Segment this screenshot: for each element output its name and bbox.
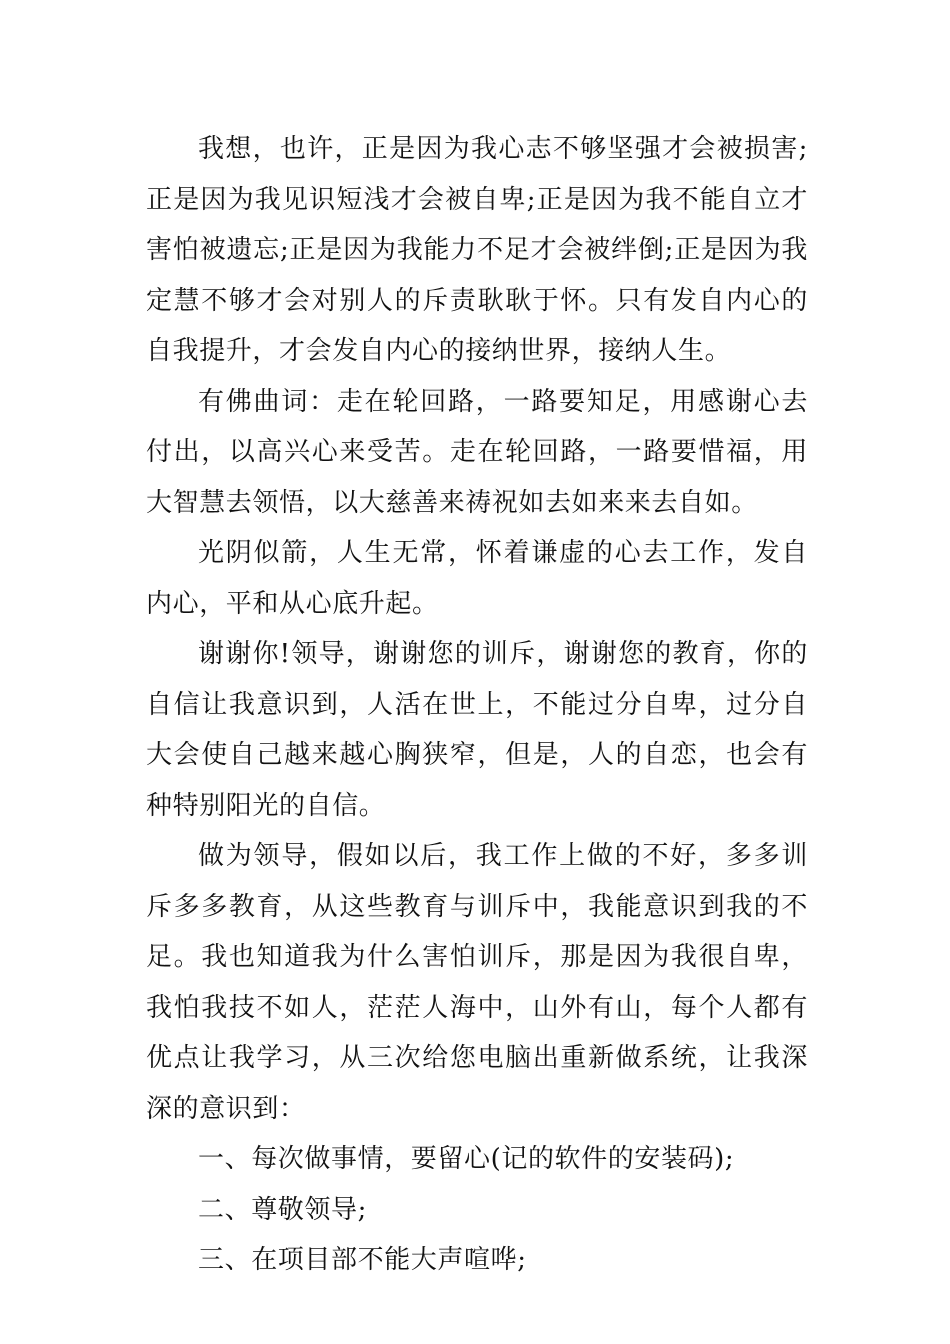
- document-body: [146, 124, 808, 1286]
- paragraph: 有佛曲词：走在轮回路，一路要知足，用感谢心去付出，以高兴心来受苦。走在轮回路，一路要惜福，用大智慧去领悟，以大慈善来祷祝如去如来来去自如。: [146, 386, 808, 518]
- paragraph: 我想，也许，正是因为我心志不够坚强才会被损害;正是因为我见识短浅才会被自卑;正是因为我不能自立才害怕被遗忘;正是因为我能力不足才会被绊倒;正是因为我定慧不够才会对别人的斥责耿耿于怀。只有发自内心的自我提升，才会发自内心的接纳世界，接纳人生。: [146, 134, 808, 366]
- paragraph: 做为领导，假如以后，我工作上做的不好，多多训斥多多教育，从这些教育与训斥中，我能意识到我的不足。我也知道我为什么害怕训斥，那是因为我很自卑，我怕我技不如人，茫茫人海中，山外有山，每个人都有优点让我学习，从三次给您电脑出重新做系统，让我深深的意识到：: [146, 841, 808, 1124]
- list-item: 三、在项目部不能大声喧哗;: [198, 1245, 527, 1275]
- list-item: 二、尊敬领导;: [198, 1194, 367, 1225]
- paragraph: 谢谢你!领导，谢谢您的训斥，谢谢您的教育，你的自信让我意识到，人活在世上，不能过分自卑，过分自大会使自己越来越心胸狭窄，但是，人的自恋，也会有种特别阳光的自信。: [146, 639, 808, 821]
- paragraph: 光阴似箭，人生无常，怀着谦虚的心去工作，发自内心，平和从心底升起。: [146, 538, 808, 619]
- list-item: 一、每次做事情，要留心(记的软件的安装码);: [198, 1144, 735, 1174]
